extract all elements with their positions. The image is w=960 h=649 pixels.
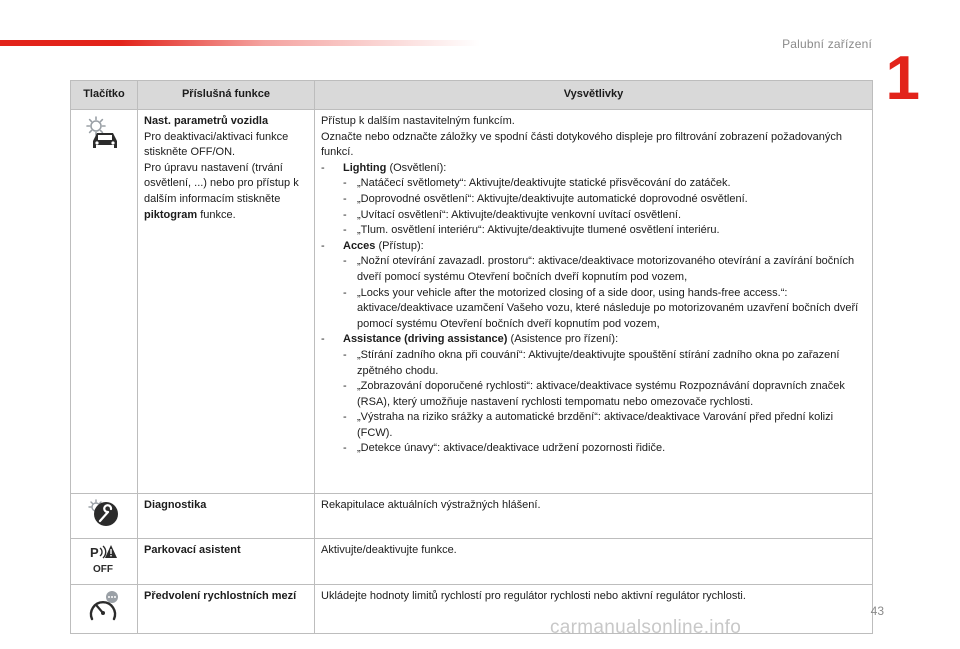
group-heading: - Assistance (driving assistance) (Asistence pro řízení): bbox=[321, 332, 868, 348]
group-heading: - Acces (Přístup): bbox=[321, 239, 868, 255]
description-cell bbox=[315, 110, 873, 494]
table-row bbox=[71, 494, 873, 539]
speed-limit-preset-icon bbox=[84, 614, 124, 626]
group-heading: - Lighting (Osvětlení): bbox=[321, 161, 868, 177]
function-title: Nast. parametrů vozidla bbox=[144, 115, 269, 127]
description-text: Aktivujte/deaktivujte funkce. bbox=[321, 543, 457, 556]
description-text: Označte nebo odznačte záložky ve spodní části dotykového displeje pro filtrování zobrazení požadovaných funkcí. bbox=[321, 130, 842, 159]
park-assist-off-icon bbox=[84, 544, 124, 578]
list-item: - „Nožní otevírání zavazadl. prostoru“: aktivace/deaktivace motorizovaného otevírání a zavírání bočních dveří pomocí systému Otevření bočních dveří kopnutím pod vozem, bbox=[321, 254, 868, 285]
chapter-number: 1 bbox=[885, 44, 920, 113]
icon-cell bbox=[71, 494, 138, 539]
function-cell bbox=[138, 110, 315, 494]
list-item: - „Uvítací osvětlení“: Aktivujte/deaktivujte venkovní uvítací osvětlení. bbox=[321, 208, 868, 224]
table-row bbox=[71, 110, 873, 494]
page-number: 43 bbox=[870, 604, 884, 618]
function-cell bbox=[138, 585, 315, 634]
column-header-explanation: Vysvětlivky bbox=[315, 81, 873, 110]
function-cell bbox=[138, 494, 315, 539]
watermark: carmanualsonline.info bbox=[550, 617, 742, 638]
header-accent-bar bbox=[0, 40, 480, 46]
list-item: - „Detekce únavy“: aktivace/deaktivace udržení pozornosti řidiče. bbox=[321, 441, 868, 457]
table-row bbox=[71, 538, 873, 585]
description-cell bbox=[315, 538, 873, 585]
description-cell bbox=[315, 494, 873, 539]
icon-cell bbox=[71, 538, 138, 585]
table-row bbox=[71, 585, 873, 634]
list-item: - „Stírání zadního okna při couvání“: Aktivujte/deaktivujte spouštění stírání zadního okna po zařazení zpětného chodu. bbox=[321, 348, 868, 379]
function-text: Pro úpravu nastavení (trvání osvětlení, ...) nebo pro přístup k dalším informacím stiskněte bbox=[144, 161, 299, 205]
list-item: - „Doprovodné osvětlení“: Aktivujte/deaktivujte automatické doprovodné osvětlení. bbox=[321, 192, 868, 208]
function-table bbox=[70, 80, 873, 634]
list-item: - „Locks your vehicle after the motorized closing of a side door, using hands-free access.“: aktivace/deaktivace uzamčení Vašeho vozu, které následuje po motorizovaném uzavření bočních dveří pomocí systému Otevření bočních dveří kopnutím pod vozem, bbox=[321, 286, 868, 333]
function-title: Diagnostika bbox=[144, 499, 207, 511]
column-header-function: Příslušná funkce bbox=[138, 81, 315, 110]
description-text: Přístup k dalším nastavitelným funkcím. bbox=[321, 115, 515, 127]
description-text: Rekapitulace aktuálních výstražných hlášení. bbox=[321, 499, 541, 511]
list-item: - „Výstraha na riziko srážky a automatické brzdění“: aktivace/deaktivace Varování před přední kolizi (FCW). bbox=[321, 410, 868, 441]
table-header-row bbox=[71, 81, 873, 110]
function-title: Parkovací asistent bbox=[144, 543, 241, 556]
list-item: - „Tlum. osvětlení interiéru“: Aktivujte/deaktivujte tlumené osvětlení interiéru. bbox=[321, 223, 868, 239]
function-text: Pro deaktivaci/aktivaci funkce stiskněte OFF/ON. bbox=[144, 130, 289, 159]
function-title: Předvolení rychlostních mezí bbox=[144, 590, 297, 603]
svg-text:P: P bbox=[90, 544, 99, 560]
column-header-button: Tlačítko bbox=[71, 81, 138, 110]
function-cell bbox=[138, 538, 315, 585]
function-text-bold: piktogram bbox=[144, 208, 198, 221]
section-title: Palubní zařízení bbox=[782, 37, 872, 51]
icon-cell bbox=[71, 585, 138, 634]
list-item: - „Natáčecí světlomety“: Aktivujte/deaktivujte statické přisvěcování do zatáček. bbox=[321, 176, 868, 192]
car-settings-icon bbox=[84, 145, 124, 157]
function-text: funkce. bbox=[200, 208, 236, 221]
off-label: OFF bbox=[93, 563, 113, 575]
diagnostics-wrench-icon bbox=[84, 519, 124, 531]
icon-cell bbox=[71, 110, 138, 494]
list-item: - „Zobrazování doporučené rychlosti“: aktivace/deaktivace systému Rozpoznávání dopravních značek (RSA), který umožňuje nastavení rychlosti tempomatu nebo omezovače rychlosti. bbox=[321, 379, 868, 410]
description-text: Ukládejte hodnoty limitů rychlostí pro regulátor rychlosti nebo aktivní regulátor rychlosti. bbox=[321, 590, 746, 603]
